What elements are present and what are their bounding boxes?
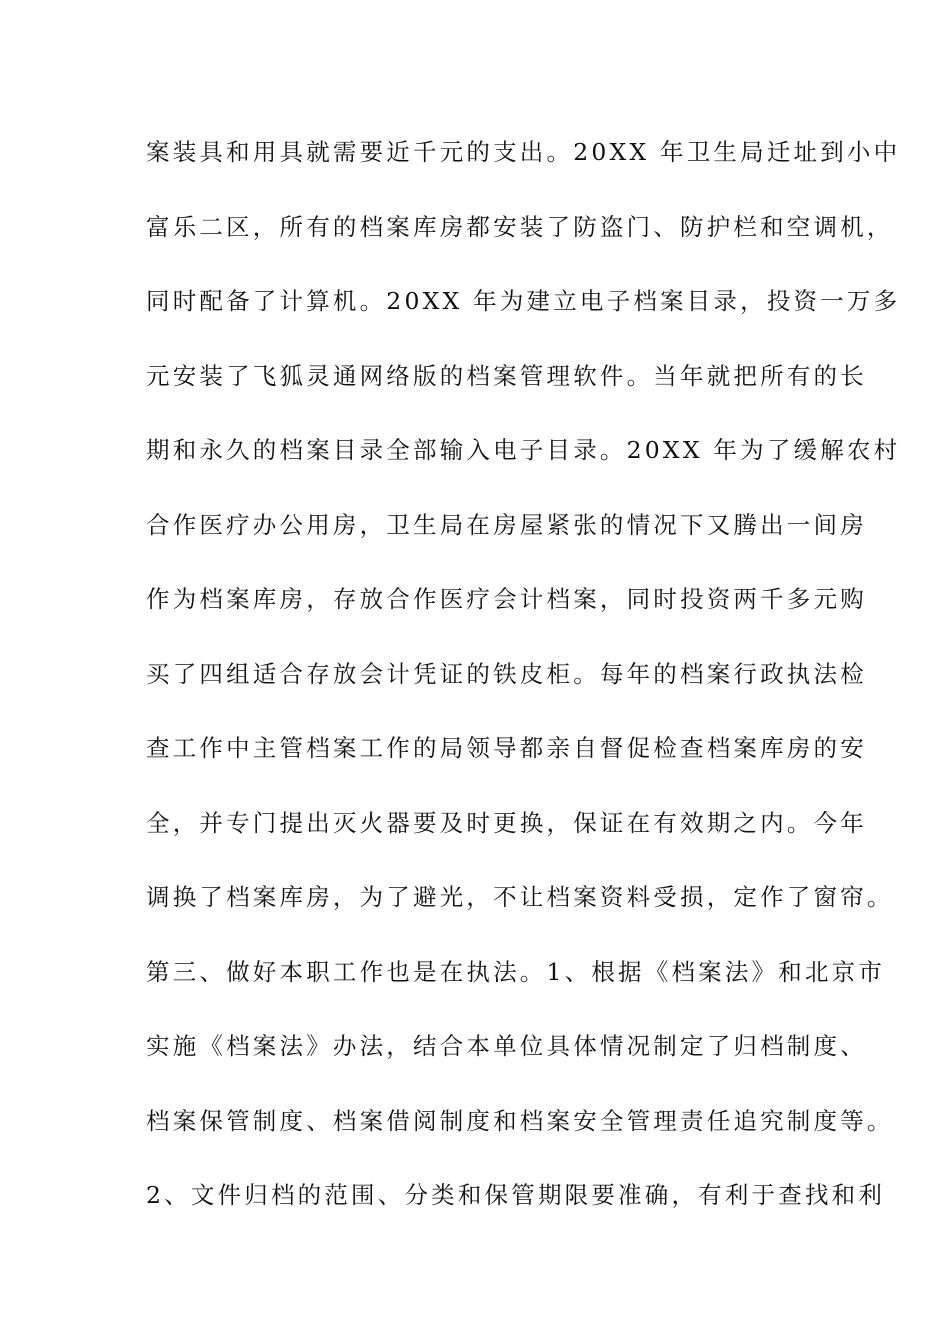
text-line: 合作医疗办公用房，卫生局在房屋紧张的情况下又腾出一间房 <box>146 510 867 539</box>
text-line: 调换了档案库房，为了避光，不让档案资料受损，定作了窗帘。 <box>146 883 894 911</box>
text-line: 同时配备了计算机。20XX 年为建立电子档案目录，投资一万多 <box>146 287 901 315</box>
text-line: 作为档案库房，存放合作医疗会计档案，同时投资两千多元购 <box>146 585 867 613</box>
text-line: 实施《档案法》办法，结合本单位具体情况制定了归档制度、 <box>146 1032 867 1060</box>
text-line: 元安装了飞狐灵通网络版的档案管理软件。当年就把所有的长 <box>146 361 867 390</box>
text-line: 案装具和用具就需要近千元的支出。20XX 年卫生局迁址到小中 <box>146 138 901 166</box>
text-line: 富乐二区，所有的档案库房都安装了防盗门、防护栏和空调机， <box>146 212 894 241</box>
body-text <box>146 130 901 1248</box>
text-line: 2、文件归档的范围、分类和保管期限要准确，有利于查找和利 <box>146 1181 886 1209</box>
text-line: 期和永久的档案目录全部输入电子目录。20XX 年为了缓解农村 <box>146 436 901 464</box>
text-line: 全，并专门提出灭火器要及时更换，保证在有效期之内。今年 <box>146 808 867 837</box>
text-line: 买了四组适合存放会计凭证的铁皮柜。每年的档案行政执法检 <box>146 659 867 688</box>
text-line: 查工作中主管档案工作的局领导都亲自督促检查档案库房的安 <box>146 734 867 762</box>
text-line: 第三、做好本职工作也是在执法。1、根据《档案法》和北京市 <box>146 957 886 986</box>
text-line: 档案保管制度、档案借阅制度和档案安全管理责任追究制度等。 <box>146 1106 894 1135</box>
